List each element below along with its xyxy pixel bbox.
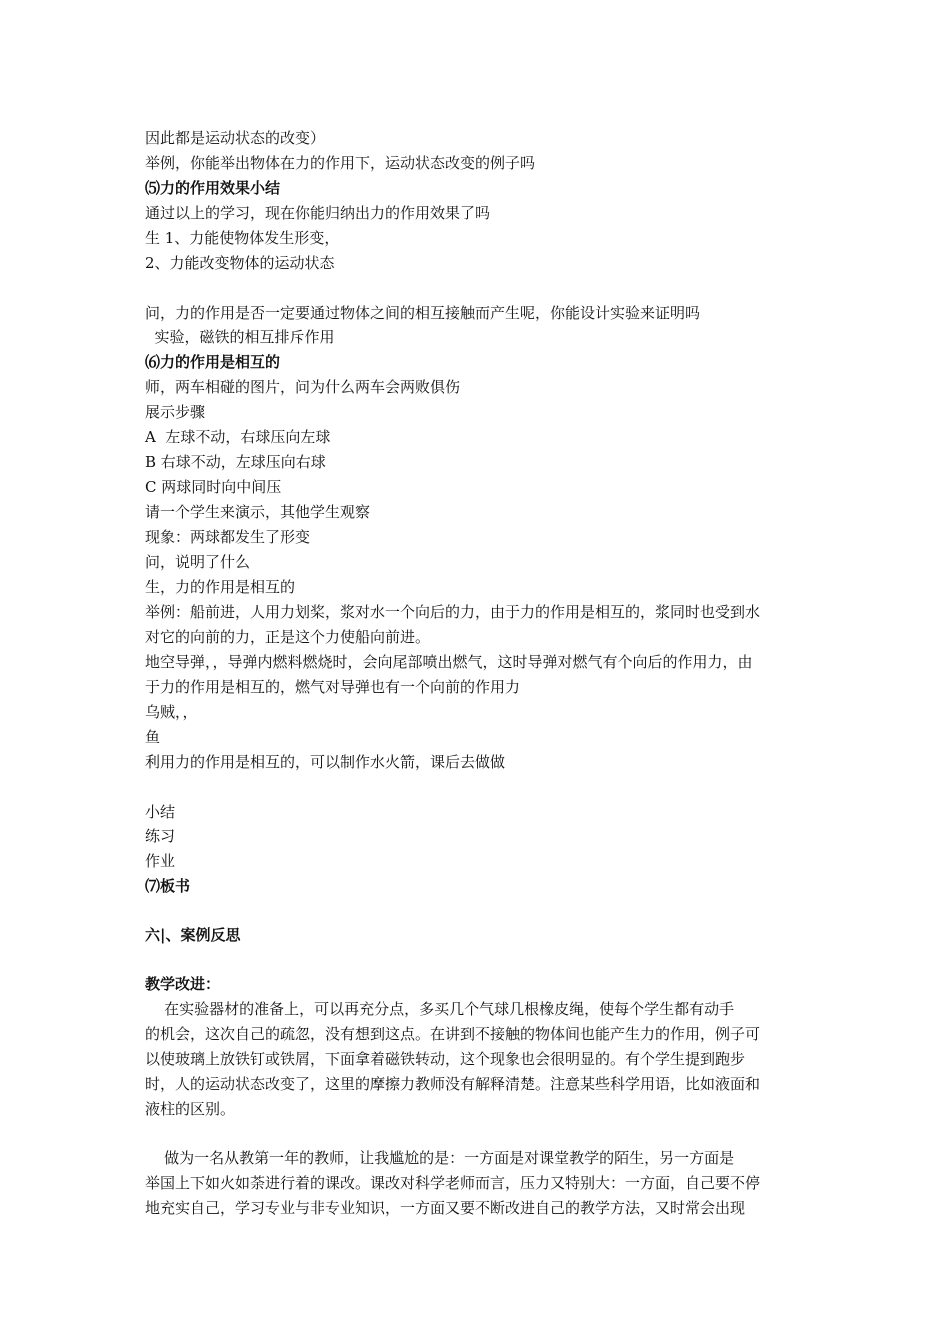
- text-line: 小结: [145, 803, 176, 821]
- paragraph-line: 液柱的区别。: [145, 1100, 236, 1118]
- text-line: 对它的向前的力，正是这个力使船向前进。: [145, 628, 431, 646]
- text-line: 师，两车相碰的图片，问为什么两车会两败俱伤: [145, 378, 461, 396]
- section-heading: 教学改进：: [145, 975, 221, 993]
- paragraph-line: 时，人的运动状态改变了，这里的摩擦力教师没有解释清楚。注意某些科学用语，比如液面和: [145, 1075, 761, 1093]
- section-heading: ⑺板书: [145, 877, 191, 895]
- text-line: B 右球不动，左球压向右球: [145, 453, 326, 471]
- text-line: 2、力能改变物体的运动状态: [145, 254, 335, 272]
- text-line: 通过以上的学习，现在你能归纳出力的作用效果了吗: [145, 204, 491, 222]
- text-line: 实验，磁铁的相互排斥作用: [145, 328, 335, 346]
- text-line: 展示步骤: [145, 403, 206, 421]
- paragraph-line: 以使玻璃上放铁钉或铁屑，下面拿着磁铁转动，这个现象也会很明显的。有个学生提到跑步: [145, 1050, 746, 1068]
- text-line: 生 1、力能使物体发生形变，: [145, 229, 340, 247]
- text-line: 举例：船前进，人用力划桨，浆对水一个向后的力，由于力的作用是相互的，浆同时也受到水: [145, 603, 761, 621]
- paragraph-line: 地充实自己，学习专业与非专业知识，一方面又要不断改进自己的教学方法，又时常会出现: [145, 1199, 746, 1217]
- text-line: 现象：两球都发生了形变: [145, 528, 311, 546]
- section-heading: 六|、案例反思: [145, 926, 241, 944]
- text-line: 地空导弹，，导弹内燃料燃烧时，会向尾部喷出燃气，这时导弹对燃气有个向后的作用力，由: [145, 653, 753, 671]
- text-line: 因此都是运动状态的改变）: [145, 129, 326, 147]
- paragraph-line: 的机会，这次自己的疏忽，没有想到这点。在讲到不接触的物体间也能产生力的作用，例子可: [145, 1025, 761, 1043]
- text-line: 作业: [145, 852, 176, 870]
- text-line: 请一个学生来演示，其他学生观察: [145, 503, 371, 521]
- paragraph-line: 举国上下如火如荼进行着的课改。课改对科学老师而言，压力又特别大：一方面，自己要不停: [145, 1174, 761, 1192]
- section-heading: ⑹力的作用是相互的: [145, 353, 281, 371]
- text-line: 乌贼，，: [145, 703, 198, 721]
- text-line: 利用力的作用是相互的，可以制作水火箭，课后去做做: [145, 753, 506, 771]
- text-line: 生，力的作用是相互的: [145, 578, 296, 596]
- text-line: 练习: [145, 827, 176, 845]
- section-heading: ⑸力的作用效果小结: [145, 179, 281, 197]
- text-line: 问，力的作用是否一定要通过物体之间的相互接触而产生呢，你能设计实验来证明吗: [145, 304, 701, 322]
- paragraph-line: 做为一名从教第一年的教师，让我尴尬的是：一方面是对课堂教学的陌生，另一方面是: [145, 1149, 735, 1167]
- text-line: C 两球同时向中间压: [145, 478, 282, 496]
- text-line: 举例，你能举出物体在力的作用下，运动状态改变的例子吗: [145, 154, 536, 172]
- paragraph-line: 在实验器材的准备上，可以再充分点，多买几个气球几根橡皮绳，使每个学生都有动手: [145, 1000, 735, 1018]
- text-line: 问，说明了什么: [145, 553, 251, 571]
- text-line: 于力的作用是相互的，燃气对导弹也有一个向前的作用力: [145, 678, 521, 696]
- text-line: A 左球不动，右球压向左球: [145, 428, 331, 446]
- text-line: 鱼: [145, 728, 161, 746]
